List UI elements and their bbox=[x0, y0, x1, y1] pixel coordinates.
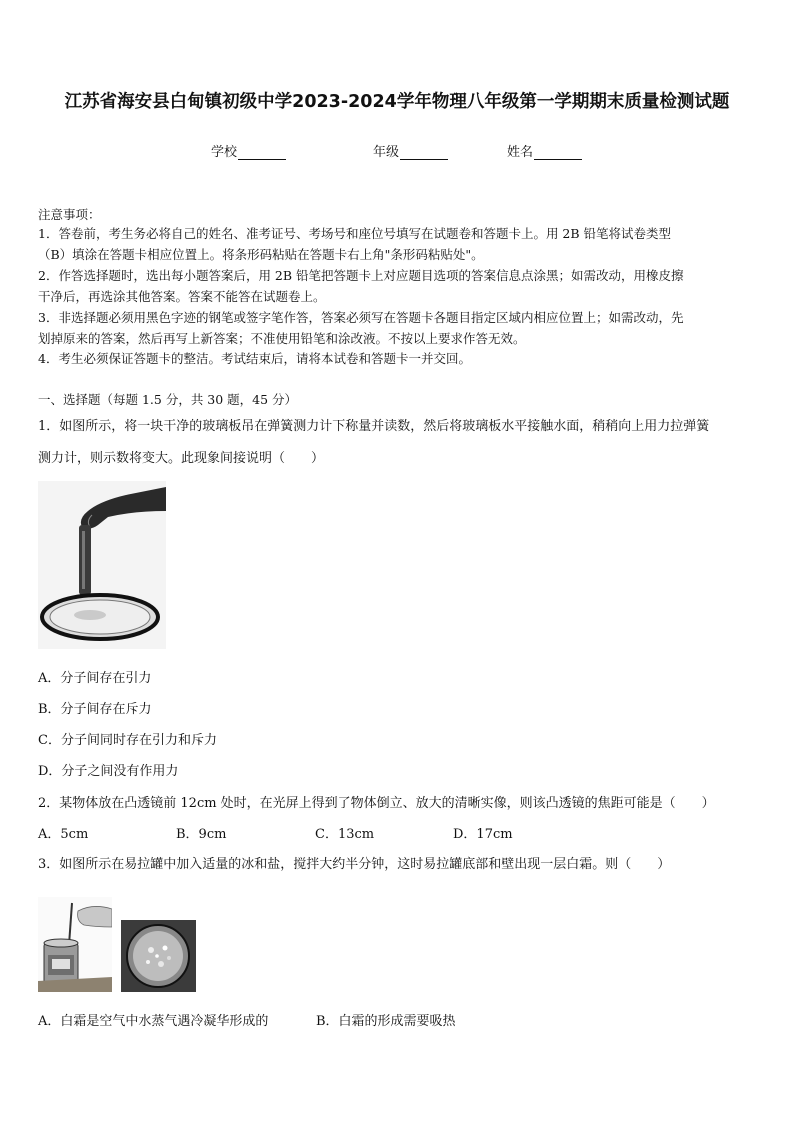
q1-option-a[interactable]: A．分子间存在引力 bbox=[38, 671, 152, 686]
page-title: 江苏省海安县白甸镇初级中学2023-2024学年物理八年级第一学期期末质量检测试题 bbox=[64, 92, 730, 112]
name-field[interactable] bbox=[507, 141, 582, 160]
notice-line: 4．考生必须保证答题卡的整洁。考试结束后，请将本试卷和答题卡一并交回。 bbox=[38, 351, 471, 366]
q2-option-a[interactable]: A．5cm bbox=[38, 827, 89, 842]
frost-closeup-figure bbox=[121, 920, 196, 992]
school-label: 学校 bbox=[211, 145, 238, 160]
q1-option-c[interactable]: C．分子间同时存在引力和斥力 bbox=[38, 733, 217, 748]
can-stirring-figure bbox=[38, 897, 112, 992]
q2-option-b[interactable]: B．9cm bbox=[176, 827, 227, 842]
school-blank[interactable] bbox=[238, 146, 286, 160]
notice-heading: 注意事项： bbox=[38, 207, 101, 222]
q1-option-d[interactable]: D．分子之间没有作用力 bbox=[38, 764, 179, 779]
question-1-text: 1．如图所示，将一块干净的玻璃板吊在弹簧测力计下称量并读数，然后将玻璃板水平接触水面，稍稍向上用力拉弹簧 bbox=[38, 419, 710, 434]
question-1-text-cont: 测力计，则示数将变大。此现象间接说明（ ） bbox=[38, 451, 325, 466]
q3-option-b[interactable]: B．白霜的形成需要吸热 bbox=[316, 1014, 456, 1029]
grade-blank[interactable] bbox=[400, 146, 448, 160]
q2-option-d[interactable]: D．17cm bbox=[453, 827, 513, 842]
spring-scale-figure bbox=[38, 481, 166, 649]
q3-option-a[interactable]: A．白霜是空气中水蒸气遇冷凝华形成的 bbox=[38, 1014, 269, 1029]
notice-line: 3．非选择题必须用黑色字迹的钢笔或签字笔作答，答案必须写在答题卡各题目指定区域内相应位置上；如需改动，先 bbox=[38, 310, 684, 325]
notice-line: 2．作答选择题时，选出每小题答案后，用 2B 铅笔把答题卡上对应题目选项的答案信息点涂黑；如需改动，用橡皮擦 bbox=[38, 268, 684, 283]
notice-line: 1．答卷前，考生务必将自己的姓名、准考证号、考场号和座位号填写在试题卷和答题卡上。用 2B 铅笔将试卷类型 bbox=[38, 226, 672, 241]
grade-label: 年级 bbox=[373, 145, 400, 160]
question-2-text: 2．某物体放在凸透镜前 12cm 处时，在光屏上得到了物体倒立、放大的清晰实像，则该凸透镜的焦距可能是（ ） bbox=[38, 796, 715, 811]
name-label: 姓名 bbox=[507, 145, 534, 160]
notice-line: （B）填涂在答题卡相应位置上。将条形码粘贴在答题卡右上角"条形码粘贴处"。 bbox=[38, 247, 484, 262]
grade-field[interactable] bbox=[373, 141, 448, 160]
q2-option-c[interactable]: C．13cm bbox=[315, 827, 375, 842]
name-blank[interactable] bbox=[534, 146, 582, 160]
q1-option-b[interactable]: B．分子间存在斥力 bbox=[38, 702, 152, 717]
section-heading: 一、选择题（每题 1.5 分，共 30 题，45 分） bbox=[38, 392, 298, 407]
question-3-text: 3．如图所示在易拉罐中加入适量的冰和盐，搅拌大约半分钟，这时易拉罐底部和壁出现一层白霜。则（ ） bbox=[38, 857, 671, 872]
notice-line: 划掉原来的答案，然后再写上新答案；不准使用铅笔和涂改液。不按以上要求作答无效。 bbox=[38, 331, 526, 346]
notice-line: 干净后，再选涂其他答案。答案不能答在试题卷上。 bbox=[38, 289, 326, 304]
school-field[interactable] bbox=[211, 141, 286, 160]
